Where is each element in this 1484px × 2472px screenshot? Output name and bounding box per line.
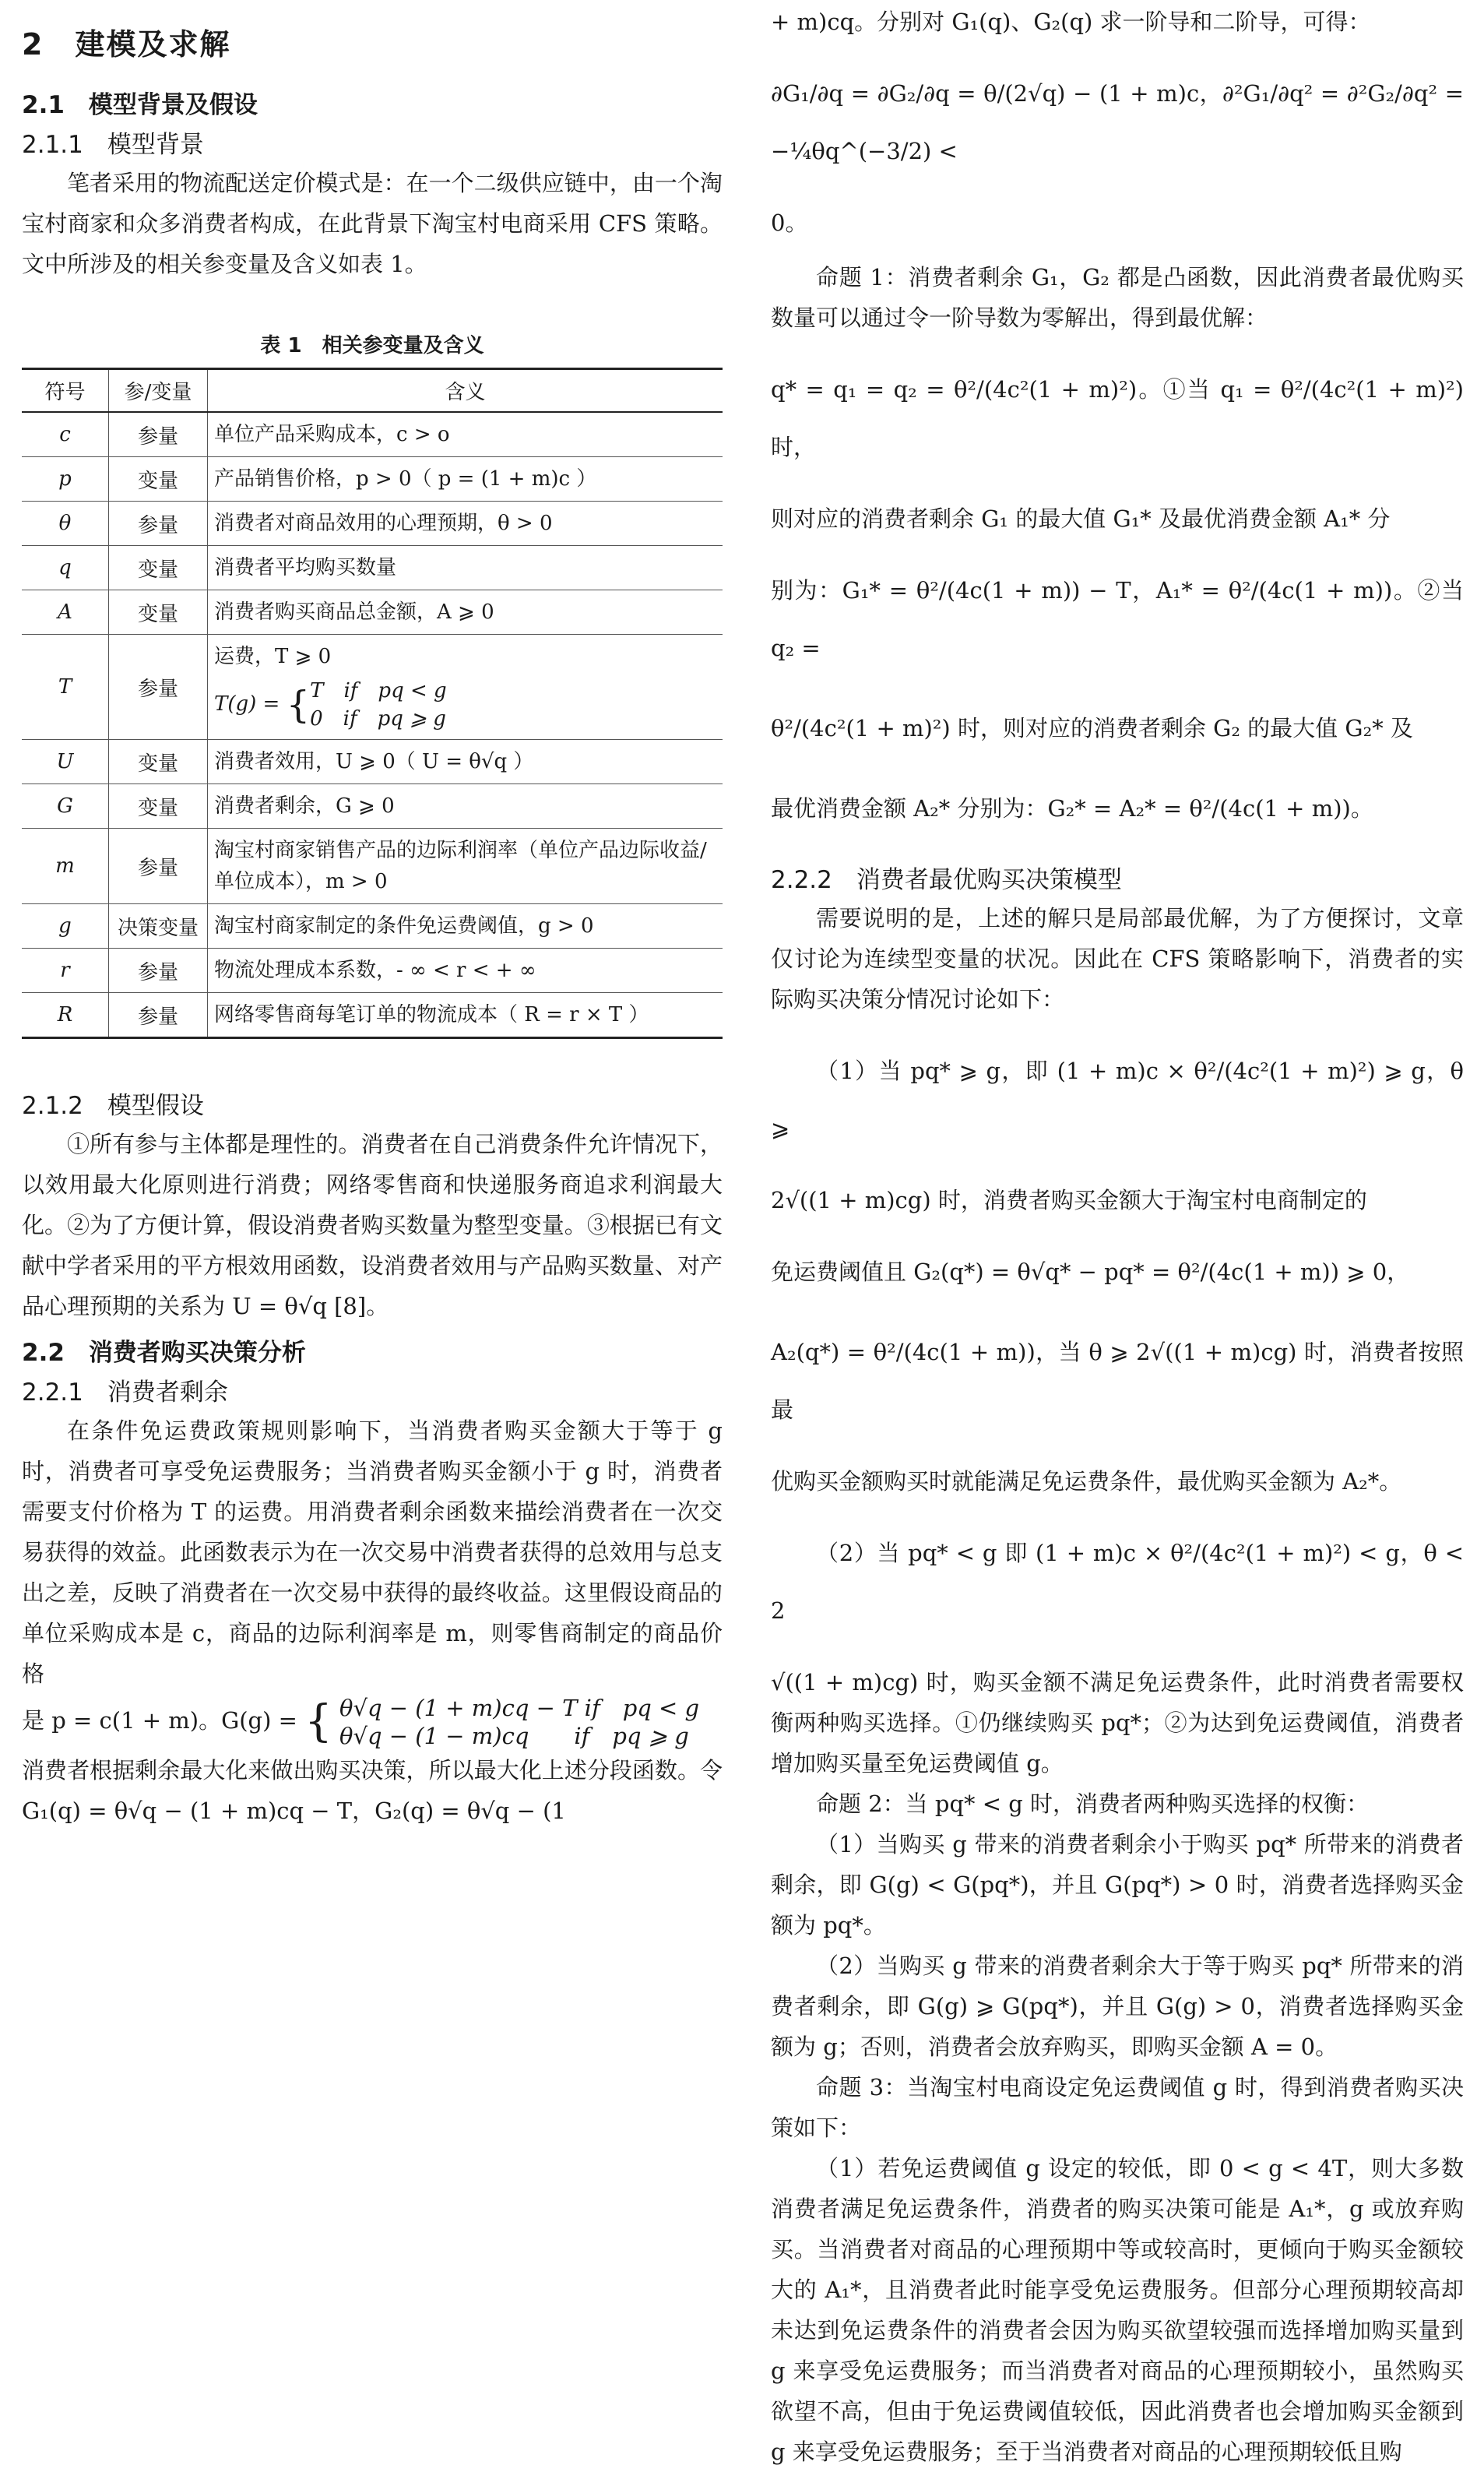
table-row — [22, 457, 723, 502]
proposition-2-item-2: （2）当购买 g 带来的消费者剩余大于等于购买 pq* 所带来的消费者剩余，即 G(g) ⩾ G(pq*)，并且 G(g) > 0，消费者选择购买金额为 g；否则，消费者会放弃购买，即购买金额 A = 0。 — [771, 1953, 1464, 2060]
table-cell-meaning: 消费者平均购买数量 — [208, 546, 723, 590]
shipping-fee-formula — [214, 677, 716, 733]
piecewise-case-1: θ√q − (1 + m)cq − T if pq < g — [339, 1695, 700, 1721]
proposition-3-item-1: （1）若免运费阈值 g 设定的较低，即 0 < g < 4T，则大多数消费者满足免运费条件，消费者的购买决策可能是 A₁*，g 或放弃购买。当消费者对商品的心理预期中等或较高时，更倾向于购买金额较大的 A₁*，且消费者此时能享受免运费服务。但部分心理预期较高却未达到免运费条件的消费者会因为购买欲望较强而选择增加购买量到 g 来享受免运费服务；而当消费者对商品的心理预期较小，虽然购买欲望不高，但由于免运费阈值较低，因此消费者也会增加购买金额到 g 来享受免运费服务；至于当消费者对商品的心理预期较低且购 — [771, 2155, 1464, 2465]
subsection-2-1-2: 2.1.2 模型假设 — [22, 1092, 204, 1120]
shipping-fee-cases — [310, 677, 447, 733]
table-row — [22, 949, 723, 993]
shipping-fee-case-1: T if pq < g — [310, 679, 447, 703]
piecewise-lhs: 是 p = c(1 + m)。G(g) = — [22, 1707, 297, 1734]
table-cell-symbol: θ — [22, 502, 109, 546]
table-cell-type: 参量 — [109, 993, 208, 1038]
table-cell-meaning — [208, 635, 723, 740]
table-cell-meaning: 消费者效用，U ⩾ 0（ U = θ√q ） — [208, 740, 723, 784]
subsection-2-1-1: 2.1.1 模型背景 — [22, 131, 204, 159]
table-cell-type: 参量 — [109, 635, 208, 740]
table-cell-symbol: A — [22, 590, 109, 635]
table-cell-meaning: 物流处理成本系数，- ∞ < r < + ∞ — [208, 949, 723, 993]
table-cell-type: 变量 — [109, 784, 208, 829]
table-row — [22, 904, 723, 949]
table-cell-type: 参量 — [109, 949, 208, 993]
table-cell-meaning: 消费者购买商品总金额，A ⩾ 0 — [208, 590, 723, 635]
equation-derivatives-end: 0。 — [771, 210, 808, 236]
table-cell-symbol: m — [22, 829, 109, 904]
subsection-2-2-2: 2.2.2 消费者最优购买决策模型 — [771, 866, 1122, 894]
table-cell-type: 决策变量 — [109, 904, 208, 949]
table-cell-type: 参量 — [109, 829, 208, 904]
paragraph-maximize: 消费者根据剩余最大化来做出购买决策，所以最大化上述分段函数。令 G₁(q) = θ√q − (1 + m)cq − T，G₂(q) = θ√q − (1 — [22, 1757, 723, 1824]
table-cell-type: 参量 — [109, 502, 208, 546]
table-cell-symbol: R — [22, 993, 109, 1038]
table-cell-symbol: g — [22, 904, 109, 949]
subsection-2-2-1: 2.2.1 消费者剩余 — [22, 1379, 228, 1407]
table-cell-meaning: 消费者剩余，G ⩾ 0 — [208, 784, 723, 829]
proposition-3: 命题 3：当淘宝村电商设定免运费阈值 g 时，得到消费者购买决策如下： — [771, 2074, 1464, 2141]
piecewise-cases — [339, 1694, 699, 1750]
table-cell-meaning: 单位产品采购成本，c > o — [208, 412, 723, 457]
table-cell-symbol: U — [22, 740, 109, 784]
proposition-1-line-d: θ²/(4c²(1 + m)²) 时，则对应的消费者剩余 G₂ 的最大值 G₂* 及 — [771, 715, 1413, 741]
proposition-2: 命题 2：当 pq* < g 时，消费者两种购买选择的权衡： — [816, 1791, 1370, 1817]
proposition-1-line-b: 则对应的消费者剩余 G₁ 的最大值 G₁* 及最优消费金额 A₁* 分 — [771, 505, 1391, 532]
table-cell-symbol: G — [22, 784, 109, 829]
table-row-shipping-fee — [22, 635, 723, 740]
equation-derivatives: ∂G₁/∂q = ∂G₂/∂q = θ/(2√q) − (1 + m)c，∂²G₁/∂q² = ∂²G₂/∂q² = −¼θq^(−3/2) < — [771, 80, 1464, 164]
proposition-1-line-c: 别为：G₁* = θ²/(4c(1 + m)) − T，A₁* = θ²/(4c(1 + m))。②当 q₂ = — [771, 577, 1464, 661]
table-header-row — [22, 369, 723, 413]
table-caption: 表 1 相关参变量及含义 — [260, 334, 484, 357]
table-row — [22, 993, 723, 1038]
table-cell-type: 变量 — [109, 546, 208, 590]
table-cell-meaning: 产品销售价格，p > 0（ p = (1 + m)c ） — [208, 457, 723, 502]
paragraph-derivatives-intro: + m)cq。分别对 G₁(q)、G₂(q) 求一阶导和二阶导，可得： — [771, 9, 1371, 35]
table-cell-type: 参量 — [109, 412, 208, 457]
piecewise-equation — [22, 1694, 723, 1750]
table-row — [22, 590, 723, 635]
table-cell-meaning: 网络零售商每笔订单的物流成本（ R = r × T ） — [208, 993, 723, 1038]
subsection-2-2: 2.2 消费者购买决策分析 — [22, 1339, 306, 1367]
table-header-meaning: 含义 — [208, 369, 723, 413]
case-1-line-d: A₂(q*) = θ²/(4c(1 + m))，当 θ ⩾ 2√((1 + m)cg) 时，消费者按照最 — [771, 1339, 1464, 1423]
table-row — [22, 546, 723, 590]
case-1-line-b: 2√((1 + m)cg) 时，消费者购买金额大于淘宝村电商制定的 — [771, 1187, 1367, 1213]
proposition-1: 命题 1：消费者剩余 G₁，G₂ 都是凸函数，因此消费者最优购买数量可以通过令一阶导数为零解出，得到最优解： — [771, 264, 1464, 331]
case-1-line-e: 优购买金额购买时就能满足免运费条件，最优购买金额为 A₂*。 — [771, 1468, 1402, 1495]
table-row — [22, 412, 723, 457]
proposition-1-solution: q* = q₁ = q₂ = θ²/(4c²(1 + m)²)。①当 q₁ = θ²/(4c²(1 + m)²) 时， — [771, 376, 1464, 460]
parameter-table — [22, 368, 723, 1039]
subsection-2-1: 2.1 模型背景及假设 — [22, 91, 258, 119]
table-row — [22, 740, 723, 784]
paragraph-assumptions: ①所有参与主体都是理性的。消费者在自己消费条件允许情况下，以效用最大化原则进行消费；网络零售商和快递服务商追求利润最大化。②为了方便计算，假设消费者购买数量为整型变量。③根据已有文献中学者采用的平方根效用函数，设消费者效用与产品购买数量、对产品心理预期的关系为 U = θ√q [8]。 — [22, 1131, 723, 1319]
case-1-line-a: （1）当 pq* ⩾ g，即 (1 + m)c × θ²/(4c²(1 + m)²) ⩾ g，θ ⩾ — [771, 1058, 1464, 1142]
table-cell-type: 变量 — [109, 590, 208, 635]
section-title: 2 建模及求解 — [22, 27, 231, 62]
shipping-fee-brace: { — [286, 683, 311, 727]
table-row — [22, 502, 723, 546]
table-cell-type: 变量 — [109, 740, 208, 784]
table-cell-symbol: r — [22, 949, 109, 993]
table-row — [22, 829, 723, 904]
table-cell-meaning: 淘宝村商家销售产品的边际利润率（单位产品边际收益/单位成本），m > 0 — [208, 829, 723, 904]
table-row — [22, 784, 723, 829]
table-cell-meaning: 淘宝村商家制定的条件免运费阈值，g > 0 — [208, 904, 723, 949]
proposition-1-line-e: 最优消费金额 A₂* 分别为：G₂* = A₂* = θ²/(4c(1 + m))。 — [771, 795, 1373, 822]
paragraph-consumer-surplus: 在条件免运费政策规则影响下，当消费者购买金额大于等于 g 时，消费者可享受免运费服务；当消费者购买金额小于 g 时，消费者需要支付价格为 T 的运费。用消费者剩余函数来描绘消费者在一次交易获得的效益。此函数表示为在一次交易中消费者获得的总效用与总支出之差，反映了消费者在一次交易中获得的最终收益。这里假设商品的单位采购成本是 c，商品的边际利润率是 m，则零售商制定的商品价格 — [22, 1417, 723, 1687]
shipping-fee-line: 运费，T ⩾ 0 — [214, 645, 332, 668]
table-cell-symbol: c — [22, 412, 109, 457]
table-header-type: 参/变量 — [109, 369, 208, 413]
case-2-line-a: （2）当 pq* < g 即 (1 + m)c × θ²/(4c²(1 + m)²) < g，θ < 2 — [771, 1540, 1464, 1624]
piecewise-case-2: θ√q − (1 − m)cq if pq ⩾ g — [339, 1723, 689, 1749]
case-1-line-c: 免运费阈值且 G₂(q*) = θ√q* − pq* = θ²/(4c(1 + m)) ⩾ 0， — [771, 1259, 1410, 1285]
shipping-fee-case-2: 0 if pq ⩾ g — [310, 707, 446, 731]
paragraph-model-background: 笔者采用的物流配送定价模式是：在一个二级供应链中，由一个淘宝村商家和众多消费者构成，在此背景下淘宝村电商采用 CFS 策略。文中所涉及的相关参变量及含义如表 1。 — [22, 170, 723, 277]
table-cell-type: 变量 — [109, 457, 208, 502]
table-cell-symbol: q — [22, 546, 109, 590]
case-2-line-b: √((1 + m)cg) 时，购买金额不满足免运费条件，此时消费者需要权衡两种购买选择。①仍继续购买 pq*；②为达到免运费阈值，消费者增加购买量至免运费阈值 g。 — [771, 1669, 1464, 1777]
paragraph-decision-model: 需要说明的是，上述的解只是局部最优解，为了方便探讨，文章仅讨论为连续型变量的状况。因此在 CFS 策略影响下，消费者的实际购买决策分情况讨论如下： — [771, 905, 1464, 1012]
piecewise-brace: { — [304, 1696, 332, 1747]
right-column — [771, 0, 1464, 2472]
shipping-fee-lhs: T(g) = — [214, 692, 280, 716]
proposition-2-item-1: （1）当购买 g 带来的消费者剩余小于购买 pq* 所带来的消费者剩余，即 G(g) < G(pq*)，并且 G(pq*) > 0 时，消费者选择购买金额为 pq*。 — [771, 1831, 1464, 1939]
table-cell-meaning: 消费者对商品效用的心理预期，θ > 0 — [208, 502, 723, 546]
table-cell-symbol: p — [22, 457, 109, 502]
table-cell-symbol: T — [22, 635, 109, 740]
table-header-symbol: 符号 — [22, 369, 109, 413]
left-column — [22, 0, 723, 1831]
